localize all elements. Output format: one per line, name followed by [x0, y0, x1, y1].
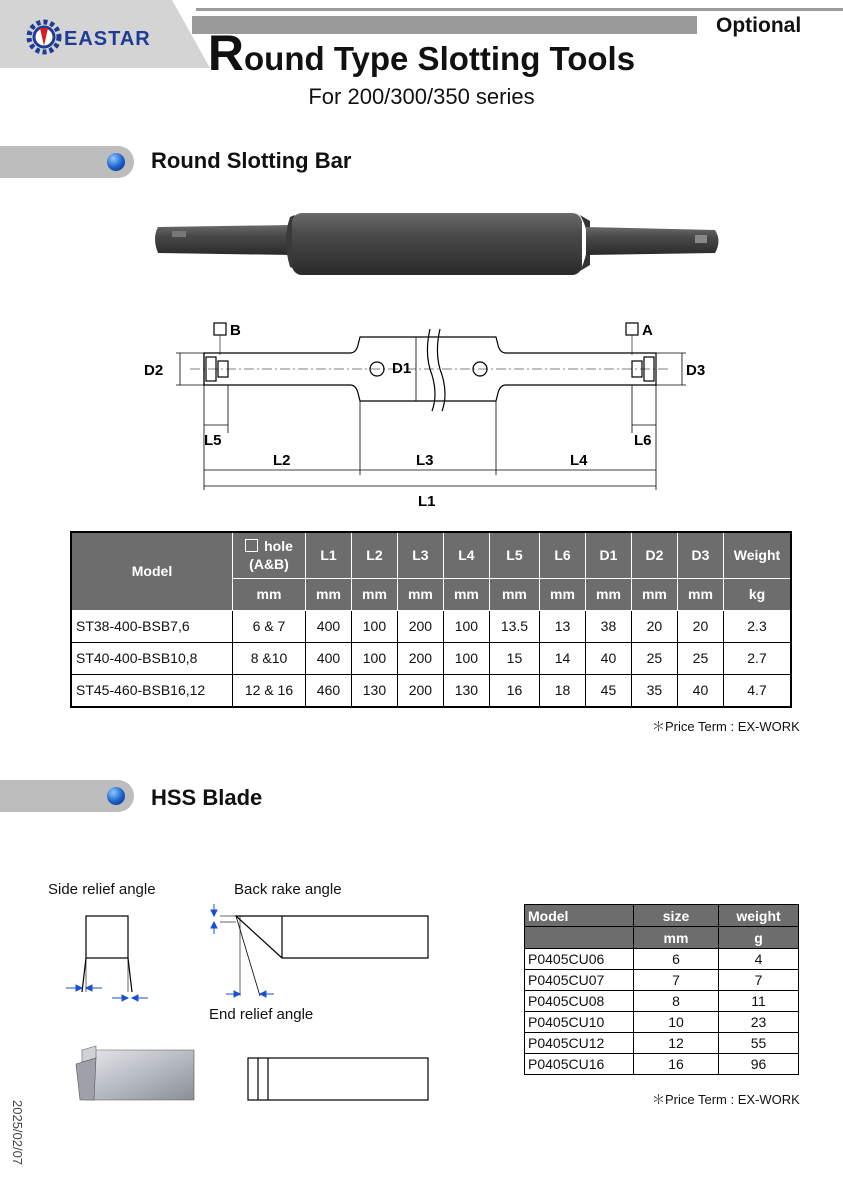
svg-text:L1: L1 — [418, 493, 436, 510]
model-cell: ST40-400-BSB10,8 — [71, 642, 233, 674]
svg-text:L6: L6 — [634, 432, 652, 449]
bullet-icon — [107, 787, 125, 805]
th-l6: L6 — [540, 532, 586, 578]
value-cell: 200 — [397, 610, 443, 642]
value-cell: 7 — [634, 970, 719, 991]
table-row — [525, 1033, 799, 1054]
value-cell: 40 — [585, 642, 631, 674]
model-cell: P0405CU06 — [525, 949, 634, 970]
th-d1: D1 — [585, 532, 631, 578]
hss-blade-drawing — [244, 1056, 432, 1104]
value-cell: 100 — [351, 610, 397, 642]
unit-cell: g — [719, 927, 799, 949]
svg-text:D1: D1 — [392, 360, 412, 377]
value-cell: 18 — [540, 674, 586, 707]
th-weight: Weight — [724, 532, 792, 578]
back-rake-label: Back rake angle — [234, 881, 342, 898]
svg-text:D3: D3 — [686, 362, 706, 379]
value-cell: 10 — [634, 1012, 719, 1033]
value-cell: 13 — [540, 610, 586, 642]
value-cell: 130 — [351, 674, 397, 707]
table-row — [71, 642, 791, 674]
value-cell: 40 — [677, 674, 723, 707]
value-cell: 8 — [634, 991, 719, 1012]
model-cell: P0405CU07 — [525, 970, 634, 991]
table-row — [525, 1054, 799, 1075]
value-cell: 4 — [719, 949, 799, 970]
section-title-slotting-bar: Round Slotting Bar — [151, 148, 352, 173]
th-hole: hole (A&B) — [233, 532, 306, 578]
value-cell: 45 — [585, 674, 631, 707]
value-cell: 200 — [397, 642, 443, 674]
value-cell: 2.3 — [724, 610, 792, 642]
slotting-bar-drawing — [140, 315, 730, 515]
svg-text:L5: L5 — [204, 432, 222, 449]
value-cell: 100 — [443, 642, 489, 674]
svg-text:A: A — [642, 322, 653, 339]
value-cell: 200 — [397, 674, 443, 707]
value-cell: 23 — [719, 1012, 799, 1033]
unit-cell: kg — [724, 578, 792, 610]
slotting-bar-table — [70, 531, 792, 708]
unit-cell: mm — [351, 578, 397, 610]
th-d3: D3 — [677, 532, 723, 578]
value-cell: 14 — [540, 642, 586, 674]
value-cell: 25 — [631, 642, 677, 674]
section-title-hss-blade: HSS Blade — [151, 785, 263, 810]
th-blade-size: size — [634, 905, 719, 927]
value-cell: 12 & 16 — [233, 674, 306, 707]
bullet-icon — [107, 153, 125, 171]
optional-label: Optional — [716, 14, 802, 37]
header-line — [196, 8, 843, 11]
unit-cell: mm — [585, 578, 631, 610]
model-cell: ST38-400-BSB7,6 — [71, 610, 233, 642]
value-cell: 400 — [306, 642, 352, 674]
table-row — [525, 970, 799, 991]
value-cell: 130 — [443, 674, 489, 707]
value-cell: 15 — [489, 642, 539, 674]
value-cell: 20 — [631, 610, 677, 642]
th-blade-weight: weight — [719, 905, 799, 927]
th-l3: L3 — [397, 532, 443, 578]
model-cell: ST45-460-BSB16,12 — [71, 674, 233, 707]
value-cell: 16 — [634, 1054, 719, 1075]
unit-cell: mm — [443, 578, 489, 610]
value-cell: 13.5 — [489, 610, 539, 642]
value-cell: 100 — [351, 642, 397, 674]
table-row — [71, 674, 791, 707]
unit-cell: mm — [489, 578, 539, 610]
value-cell: 20 — [677, 610, 723, 642]
square-icon — [245, 539, 258, 552]
value-cell: 96 — [719, 1054, 799, 1075]
value-cell: 25 — [677, 642, 723, 674]
side-relief-label: Side relief angle — [48, 881, 156, 898]
unit-cell: mm — [397, 578, 443, 610]
table-row — [525, 991, 799, 1012]
svg-text:B: B — [230, 322, 241, 339]
th-l4: L4 — [443, 532, 489, 578]
value-cell: 2.7 — [724, 642, 792, 674]
unit-cell: mm — [634, 927, 719, 949]
th-blade-model: Model — [525, 905, 634, 927]
page-subtitle: For 200/300/350 series — [308, 84, 535, 109]
slotting-bar-photo — [150, 205, 725, 285]
hss-blade-photo — [74, 1044, 198, 1104]
value-cell: 35 — [631, 674, 677, 707]
value-cell: 100 — [443, 610, 489, 642]
model-cell: P0405CU12 — [525, 1033, 634, 1054]
value-cell: 460 — [306, 674, 352, 707]
value-cell: 11 — [719, 991, 799, 1012]
value-cell: 55 — [719, 1033, 799, 1054]
value-cell: 6 — [634, 949, 719, 970]
svg-text:L4: L4 — [570, 452, 588, 469]
value-cell: 16 — [489, 674, 539, 707]
th-l2: L2 — [351, 532, 397, 578]
svg-text:L3: L3 — [416, 452, 434, 469]
hss-blade-table — [524, 904, 799, 1075]
table-row — [71, 610, 791, 642]
svg-text:D2: D2 — [144, 362, 164, 379]
value-cell: 12 — [634, 1033, 719, 1054]
price-note-1: ＊Price Term : EX-WORK — [652, 719, 800, 734]
unit-cell: mm — [233, 578, 306, 610]
unit-cell: mm — [677, 578, 723, 610]
value-cell: 7 — [719, 970, 799, 991]
th-d2: D2 — [631, 532, 677, 578]
th-model: Model — [71, 532, 233, 610]
value-cell: 8 &10 — [233, 642, 306, 674]
end-relief-label: End relief angle — [209, 1006, 314, 1023]
unit-cell: mm — [306, 578, 352, 610]
unit-cell: mm — [540, 578, 586, 610]
th-l1: L1 — [306, 532, 352, 578]
document-date: 2025/02/07 — [10, 1100, 25, 1166]
model-cell: P0405CU10 — [525, 1012, 634, 1033]
svg-text:L2: L2 — [273, 452, 291, 469]
unit-cell: mm — [631, 578, 677, 610]
value-cell: 38 — [585, 610, 631, 642]
th-l5: L5 — [489, 532, 539, 578]
value-cell: 6 & 7 — [233, 610, 306, 642]
model-cell: P0405CU08 — [525, 991, 634, 1012]
logo-text: EASTAR — [64, 28, 151, 50]
value-cell: 400 — [306, 610, 352, 642]
value-cell: 4.7 — [724, 674, 792, 707]
table-row — [525, 1012, 799, 1033]
unit-cell — [525, 927, 634, 949]
blade-angle-diagram — [60, 900, 440, 1010]
page-title: Round Type Slotting Tools — [207, 25, 636, 81]
model-cell: P0405CU16 — [525, 1054, 634, 1075]
price-note-2: ＊Price Term : EX-WORK — [652, 1092, 800, 1107]
table-row — [525, 949, 799, 970]
